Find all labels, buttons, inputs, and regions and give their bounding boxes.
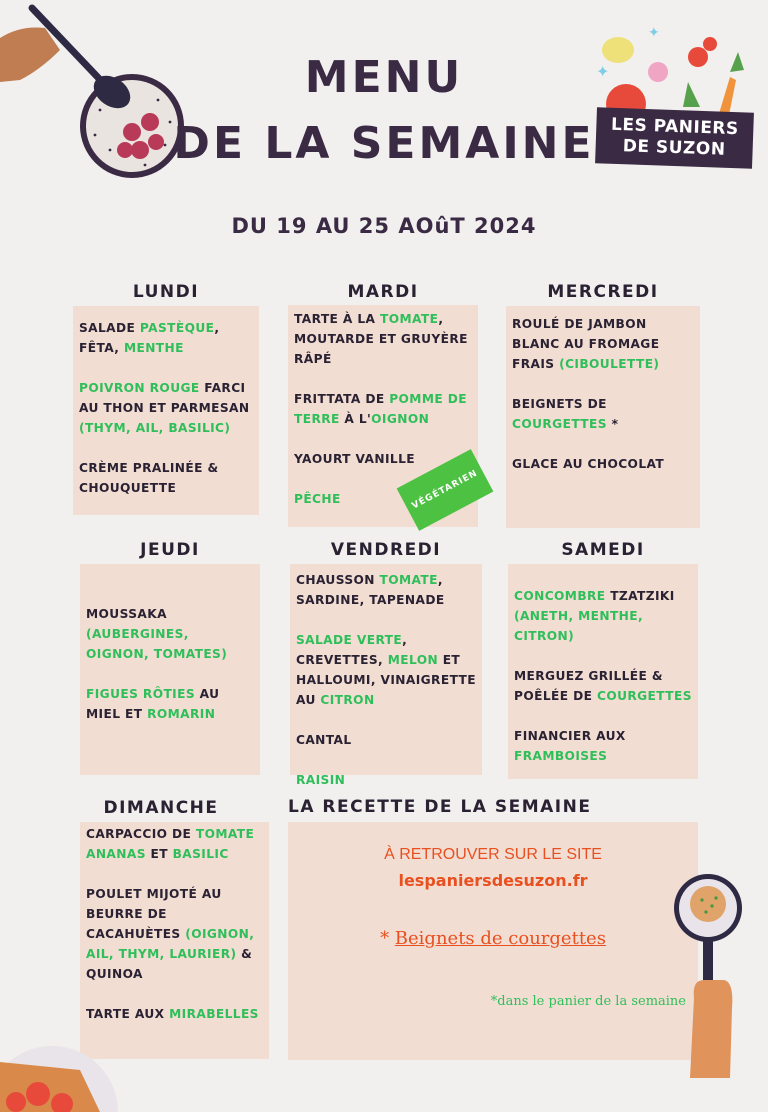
day-heading-samedi: SAMEDI [561,540,645,560]
menu-item-text: POMME DE TERRE [294,392,467,426]
brand-line1: LES PANIERS [610,114,740,140]
menu-item [512,314,694,374]
menu-item-text: TARTE AUX [86,1007,170,1021]
menu-item-text: COURGETTES [512,417,607,431]
svg-text:✦: ✦ [648,25,660,41]
menu-item-text: SALADE VERTE [296,633,403,647]
menu-item-text: MELON [387,653,439,667]
menu-item [86,884,263,984]
menu-item [512,454,694,474]
menu-item-text: , SARDINE, TAPENADE [296,573,445,607]
menu-item [514,586,692,646]
menu-item-text: OIGNON [371,412,430,426]
day-card-dimanche [80,822,269,1059]
day-heading-vendredi: VENDREDI [330,540,442,560]
recipe-intro: À RETROUVER SUR LE SITE [384,846,602,863]
menu-item-text: & QUINOA [86,947,253,981]
menu-item-text: ET [145,847,173,861]
menu-item [514,726,692,766]
day-heading-mardi: MARDI [347,282,419,302]
date-range: DU 19 AU 25 AOûT 2024 [231,214,537,238]
menu-item-text: FRAMBOISES [514,749,608,763]
menu-item-text: TOMATE [195,827,255,841]
menu-item-text: À L' [339,412,372,426]
menu-item-text: ROULÉ DE JAMBON BLANC AU FROMAGE FRAIS [512,317,660,371]
menu-item [296,570,476,610]
menu-item-text: * [606,417,619,431]
menu-item-text: FINANCIER AUX [514,729,626,743]
menu-item-text: BASILIC [172,847,229,861]
day-card-samedi [508,564,698,779]
menu-item-text: GLACE AU CHOCOLAT [512,457,665,471]
recipe-section-title: LA RECETTE DE LA SEMAINE [288,797,592,817]
svg-text:✦: ✦ [596,62,610,81]
recipe-site-link[interactable]: lespaniersdesuzon.fr [398,871,588,890]
menu-item-text: TARTE À LA [294,312,381,326]
menu-item-text: RAISIN [296,773,346,787]
menu-item-text: CRÈME PRALINÉE & CHOUQUETTE [79,461,219,495]
day-card-lundi [73,306,259,515]
menu-item-text: , FÊTA, [79,321,220,355]
day-card-jeudi [80,564,260,775]
menu-item [79,458,253,498]
menu-item [86,824,263,864]
vegetarian-badge: VÉGÉTARIEN [397,449,494,531]
menu-item [294,309,472,369]
menu-item [514,666,692,706]
menu-item-text: AU MIEL ET [86,687,220,721]
menu-item-text: SALADE [79,321,140,335]
menu-item-text: PASTÈQUE [139,321,215,335]
day-heading-dimanche: DIMANCHE [103,798,219,818]
menu-item-text: CONCOMBRE [514,589,606,603]
day-heading-jeudi: JEUDI [140,540,200,560]
day-heading-lundi: LUNDI [132,282,200,302]
recipe-star: * [380,928,395,949]
menu-item-text: , CREVETTES, [296,633,408,667]
menu-item-text: CITRON [320,693,375,707]
menu-item [296,770,476,790]
menu-item [79,318,253,358]
menu-item-text: MIRABELLES [169,1007,259,1021]
menu-item-text: COURGETTES [596,689,692,703]
menu-item [86,684,254,724]
menu-item-text: FARCI AU THON ET PARMESAN [79,381,250,415]
menu-item-text: (CIBOULETTE) [559,357,660,371]
menu-item-text: POULET MIJOTÉ AU BEURRE DE CACAHUÈTES [86,887,222,941]
menu-item-text: ET HALLOUMI, VINAIGRETTE AU [296,653,477,707]
menu-item [296,630,476,710]
recipe-name[interactable] [288,928,698,949]
toast-illustration [0,1032,120,1112]
recipe-name-text: Beignets de courgettes [394,928,606,949]
menu-item [512,394,694,434]
day-card-mercredi [506,306,700,528]
menu-item-text: FIGUES RÔTIES [86,687,196,701]
menu-item-text: (ANETH, MENTHE, CITRON) [514,609,644,643]
menu-item-text: BEIGNETS DE [512,397,607,411]
menu-item-text: TOMATE [380,312,439,326]
menu-item-text: TZATZIKI [605,589,675,603]
menu-item [86,1004,263,1024]
menu-item-text: CANTAL [296,733,352,747]
recipe-card [288,822,698,1060]
menu-item-text: , MOUTARDE ET GRUYÈRE RÂPÉ [294,312,468,366]
menu-item-text: YAOURT VANILLE [294,452,415,466]
page-title-line2: DE LA SEMAINE [173,118,595,169]
menu-item [86,604,254,664]
menu-item-text: MERGUEZ GRILLÉE & POÊLÉE DE [514,669,663,703]
menu-item-text: (THYM, AIL, BASILIC) [79,421,231,435]
menu-item-text: PÊCHE [294,492,341,506]
menu-item-text: TOMATE [379,573,438,587]
brand-line2: DE SUZON [622,136,726,160]
menu-item-text: MOUSSAKA [86,607,167,621]
recipe-note: *dans le panier de la semaine [490,994,686,1009]
menu-item-text: POIVRON ROUGE [79,381,200,395]
menu-item-text: CARPACCIO DE [86,827,196,841]
menu-item-text: CHAUSSON [296,573,380,587]
menu-item [294,389,472,429]
menu-item-text: (AUBERGINES, OIGNON, TOMATES) [86,627,228,661]
day-heading-mercredi: MERCREDI [547,282,659,302]
day-card-vendredi [290,564,482,787]
menu-item-text: ANANAS [86,847,146,861]
menu-item-text: FRITTATA DE [294,392,390,406]
menu-item-text: MENTHE [123,341,184,355]
fork-hand-illustration [672,868,752,1078]
menu-item-text: ROMARIN [147,707,216,721]
page-title-line1: MENU [304,52,464,103]
menu-item-text: (OIGNON, AIL, THYM, LAURIER) [86,927,255,961]
menu-item [296,730,476,750]
menu-item [79,378,253,438]
